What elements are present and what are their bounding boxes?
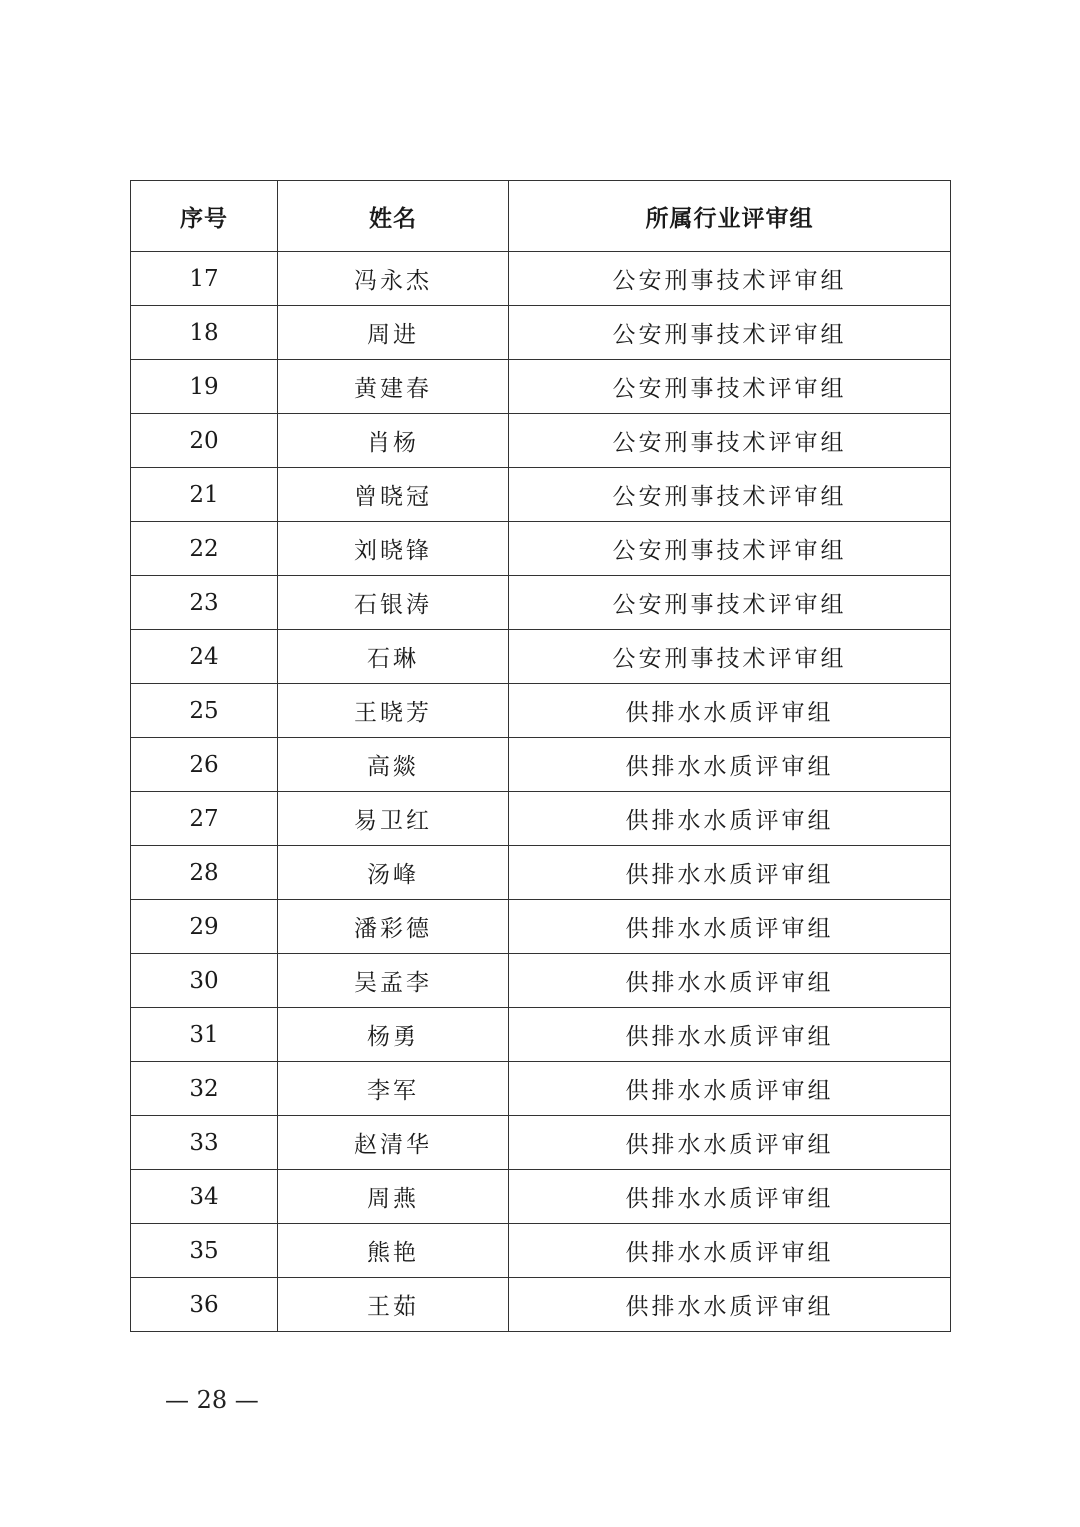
seq-cell: 23 bbox=[131, 576, 278, 630]
seq-cell: 33 bbox=[131, 1116, 278, 1170]
seq-cell: 29 bbox=[131, 900, 278, 954]
table-row bbox=[131, 1116, 951, 1170]
name-cell: 黄建春 bbox=[278, 360, 509, 414]
seq-cell: 21 bbox=[131, 468, 278, 522]
name-cell: 刘晓锋 bbox=[278, 522, 509, 576]
seq-cell: 32 bbox=[131, 1062, 278, 1116]
group-cell: 供排水水质评审组 bbox=[509, 792, 951, 846]
group-cell: 供排水水质评审组 bbox=[509, 1008, 951, 1062]
group-cell: 供排水水质评审组 bbox=[509, 738, 951, 792]
seq-cell: 31 bbox=[131, 1008, 278, 1062]
table-row bbox=[131, 576, 951, 630]
table-row bbox=[131, 954, 951, 1008]
name-cell: 肖杨 bbox=[278, 414, 509, 468]
header-name: 姓名 bbox=[278, 181, 509, 252]
table-row bbox=[131, 738, 951, 792]
group-cell: 供排水水质评审组 bbox=[509, 954, 951, 1008]
table-row bbox=[131, 252, 951, 306]
group-cell: 供排水水质评审组 bbox=[509, 900, 951, 954]
name-cell: 熊艳 bbox=[278, 1224, 509, 1278]
table-header-row bbox=[131, 181, 951, 252]
group-cell: 公安刑事技术评审组 bbox=[509, 576, 951, 630]
table-row bbox=[131, 1062, 951, 1116]
group-cell: 供排水水质评审组 bbox=[509, 1170, 951, 1224]
table-row bbox=[131, 792, 951, 846]
table-row bbox=[131, 1278, 951, 1332]
group-cell: 供排水水质评审组 bbox=[509, 1278, 951, 1332]
table-row bbox=[131, 630, 951, 684]
name-cell: 王茹 bbox=[278, 1278, 509, 1332]
reviewer-table bbox=[130, 180, 951, 1332]
group-cell: 公安刑事技术评审组 bbox=[509, 252, 951, 306]
seq-cell: 20 bbox=[131, 414, 278, 468]
seq-cell: 35 bbox=[131, 1224, 278, 1278]
group-cell: 公安刑事技术评审组 bbox=[509, 360, 951, 414]
table-row bbox=[131, 414, 951, 468]
seq-cell: 22 bbox=[131, 522, 278, 576]
group-cell: 供排水水质评审组 bbox=[509, 1116, 951, 1170]
table-row bbox=[131, 1008, 951, 1062]
group-cell: 公安刑事技术评审组 bbox=[509, 630, 951, 684]
group-cell: 公安刑事技术评审组 bbox=[509, 522, 951, 576]
name-cell: 周燕 bbox=[278, 1170, 509, 1224]
page-number: — 28 — bbox=[165, 1386, 259, 1414]
table-row bbox=[131, 360, 951, 414]
group-cell: 公安刑事技术评审组 bbox=[509, 306, 951, 360]
seq-cell: 26 bbox=[131, 738, 278, 792]
group-cell: 供排水水质评审组 bbox=[509, 684, 951, 738]
table-row bbox=[131, 684, 951, 738]
seq-cell: 30 bbox=[131, 954, 278, 1008]
header-seq: 序号 bbox=[131, 181, 278, 252]
name-cell: 赵清华 bbox=[278, 1116, 509, 1170]
table-row bbox=[131, 306, 951, 360]
table-row bbox=[131, 522, 951, 576]
name-cell: 石琳 bbox=[278, 630, 509, 684]
seq-cell: 36 bbox=[131, 1278, 278, 1332]
table-row bbox=[131, 468, 951, 522]
name-cell: 杨勇 bbox=[278, 1008, 509, 1062]
name-cell: 冯永杰 bbox=[278, 252, 509, 306]
group-cell: 公安刑事技术评审组 bbox=[509, 468, 951, 522]
seq-cell: 24 bbox=[131, 630, 278, 684]
name-cell: 吴孟李 bbox=[278, 954, 509, 1008]
name-cell: 石银涛 bbox=[278, 576, 509, 630]
group-cell: 供排水水质评审组 bbox=[509, 1062, 951, 1116]
name-cell: 王晓芳 bbox=[278, 684, 509, 738]
name-cell: 汤峰 bbox=[278, 846, 509, 900]
table-row bbox=[131, 900, 951, 954]
table-row bbox=[131, 846, 951, 900]
name-cell: 曾晓冠 bbox=[278, 468, 509, 522]
group-cell: 供排水水质评审组 bbox=[509, 1224, 951, 1278]
name-cell: 高燚 bbox=[278, 738, 509, 792]
seq-cell: 19 bbox=[131, 360, 278, 414]
table-row bbox=[131, 1224, 951, 1278]
header-group: 所属行业评审组 bbox=[509, 181, 951, 252]
name-cell: 潘彩德 bbox=[278, 900, 509, 954]
name-cell: 易卫红 bbox=[278, 792, 509, 846]
table-row bbox=[131, 1170, 951, 1224]
seq-cell: 28 bbox=[131, 846, 278, 900]
seq-cell: 25 bbox=[131, 684, 278, 738]
group-cell: 供排水水质评审组 bbox=[509, 846, 951, 900]
table-body bbox=[131, 252, 951, 1332]
seq-cell: 34 bbox=[131, 1170, 278, 1224]
name-cell: 周进 bbox=[278, 306, 509, 360]
seq-cell: 17 bbox=[131, 252, 278, 306]
seq-cell: 18 bbox=[131, 306, 278, 360]
seq-cell: 27 bbox=[131, 792, 278, 846]
name-cell: 李军 bbox=[278, 1062, 509, 1116]
group-cell: 公安刑事技术评审组 bbox=[509, 414, 951, 468]
